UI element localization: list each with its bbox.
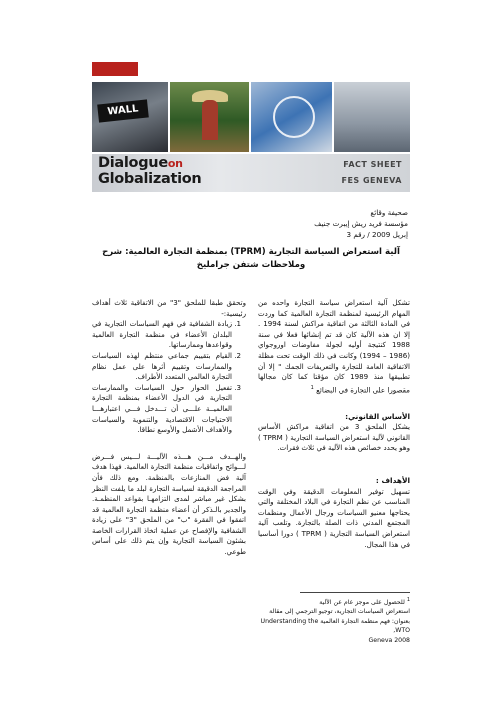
legal-basis-text: يشكل الملحق 3 من اتفاقية مراكش الأساس القانوني لآلية استعراض السياسة التجارية ( TPRM ) وهو يحدد خصائص هذه الآلية في ثلاث فقرات.	[258, 422, 411, 453]
brand-title-line2: Globalization	[98, 171, 202, 187]
header-photo-strip	[92, 82, 410, 152]
list-item: 1. زيادة الشفافية في فهم السياسات التجارية في البلدان الأعضاء في منظمة التجارة العالمية وقواعدها وممارساتها.	[92, 319, 232, 351]
purpose-paragraph: والهــدف مـــن هـــذه الآليـــة لـــيس فـــرض لـــوائح واتفاقيات منظمة التجارة العالمية. فهذا هدف آلية فض المنازعات بالمنظمة. ومع ذلك فأن المراجعة الدقيقة لسياسة التجارة لبلد ما يلفت النظر بشكل غير مباشر لمدى التزامهـا بقواعد المنظمـة. والجدير بالـذكر أن أعضاء منظمة التجارة العالمية قد اتفقوا في الفقرة "ب" من الملحق "3" على زيادة الشفافية والإفصاح عن عملية اتخاذ القرارات الخاصة بشئون السياسة التجارية وإن يتم ذلك على أساس طوعي.	[92, 451, 246, 557]
red-accent-bar	[92, 62, 138, 76]
left-column	[92, 298, 246, 558]
fes-geneva-label: FES GENEVA	[341, 176, 402, 185]
footnote	[258, 596, 410, 645]
right-column	[258, 298, 410, 550]
goals-heading: الأهداف :	[375, 476, 410, 486]
wall-sign-text: WALL	[97, 99, 149, 122]
farmer-figure	[202, 100, 218, 140]
footnote-line2: استعراض السياسات التجارية، توجيو الترجمي إلى مقالة بعنوان: فهم منظمة التجارة العالمية Understanding the WTO,	[260, 608, 410, 635]
footnote-line3: Geneva 2008	[368, 636, 410, 644]
wall-street-sign-photo	[92, 82, 168, 152]
intro-paragraph: تشكل آلية استعراض سياسة التجارة واحده من المهام الرئيسية لمنظمة التجارة العالمية كما وردت في المادة الثالثة من اتفاقية مراكش لسنة 1994 . إلا ان هذه الآلية كان قد تم إنشائها فعلا في سنة 1988 كنتيجة أوليه لجولة مفاوضات اوروجواي (1986 – 1994) وكانت في ذلك الوقت تحت مظلة الاتفاقية العامة للتجارة والتعريفات الجمك " إلا أن تطبيقها منذ 1989 كان مؤقتا كما كان مجالها مقصورا على التجارة في البضائع $^1$	[258, 298, 411, 395]
brand-title-line1: Dialogueon	[98, 155, 183, 171]
document-meta	[208, 207, 408, 240]
objectives-intro: وتحقق طبقا للملحق "3" من الاتفاقية ثلاث أهداف رئيسية:-	[92, 298, 246, 318]
dialogue-banner	[92, 154, 410, 192]
footnote-divider	[300, 592, 410, 593]
un-emblem-photo	[251, 82, 332, 152]
worker-photo	[334, 82, 410, 152]
footnote-line1: $^1$ للحصول على موجز عام عن الآلية	[319, 597, 410, 607]
document-title: آلية استعراض السياسة التجارية (TPRM) بمنظمة التجارة العالمية: شرح وملاحظات شتفن جرامليخ	[102, 247, 400, 270]
fact-sheet-label: FACT SHEET	[343, 160, 402, 169]
un-emblem-icon	[273, 96, 315, 138]
meta-line-date: إبريل 2009 / رقم 3	[346, 230, 408, 239]
legal-basis-heading: الأساس القانوني:	[345, 411, 410, 421]
goals-text: تسهيل توفير المعلومات الدقيقة وفي الوقت المناسب عن نظم التجارة في البلاد المختلفة والتي يحتاجها معنيو السياسات ورجال الأعمال ومنظمات المجتمع المدني ذات الصلة بالتجارة. وتلعب آلية استعراض السياسة التجارية ( TPRM ) دورا أساسيا في هذا المجال.	[258, 486, 411, 549]
list-item: 2. القيام بتقييم جماعي منتظم لهذه السياسات والممارسات وتقييم أثرها على عمل نظام التجارة العالمي المتعدد الأطراف.	[92, 351, 232, 383]
meta-line-type: صحيفة وقائع	[370, 208, 408, 217]
objectives-list	[92, 319, 246, 436]
rice-farmer-photo	[170, 82, 249, 152]
meta-line-org: مؤسسة فريد ريش إيبرت جنيف	[314, 219, 408, 228]
list-item: 3. تفعيل الحوار حول السياسات والممارسات التجارية في الدول الأعضاء بمنظمة التجارة العالميــة علـــى أن تـــدخل فـــي اعتبارهـــا الاحتياجات الاقتصادية والتنموية والسياسات والأهداف الأشمل والأوسع نطاقا.	[92, 383, 232, 436]
